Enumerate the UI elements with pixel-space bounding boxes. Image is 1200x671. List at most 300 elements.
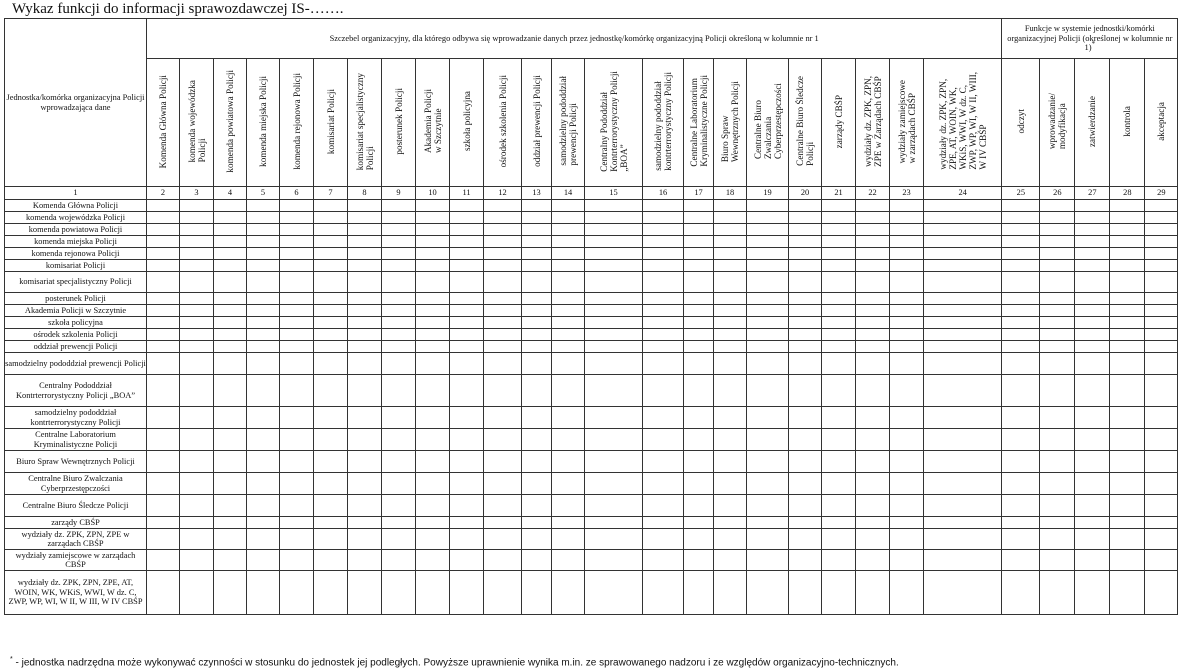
table-cell[interactable] xyxy=(643,529,684,550)
table-cell[interactable] xyxy=(1145,529,1178,550)
table-cell[interactable] xyxy=(890,212,924,224)
table-cell[interactable] xyxy=(789,329,822,341)
table-cell[interactable] xyxy=(180,248,214,260)
table-cell[interactable] xyxy=(1002,212,1040,224)
table-cell[interactable] xyxy=(714,272,747,293)
table-cell[interactable] xyxy=(180,517,214,529)
table-cell[interactable] xyxy=(890,248,924,260)
table-cell[interactable] xyxy=(890,407,924,429)
table-cell[interactable] xyxy=(890,495,924,517)
table-cell[interactable] xyxy=(147,571,180,615)
table-cell[interactable] xyxy=(522,329,552,341)
table-cell[interactable] xyxy=(382,272,416,293)
table-cell[interactable] xyxy=(147,353,180,375)
table-cell[interactable] xyxy=(1002,224,1040,236)
table-cell[interactable] xyxy=(585,317,643,329)
table-cell[interactable] xyxy=(684,429,714,451)
table-cell[interactable] xyxy=(348,550,382,571)
table-cell[interactable] xyxy=(484,260,522,272)
table-cell[interactable] xyxy=(552,451,585,473)
table-cell[interactable] xyxy=(822,212,856,224)
table-cell[interactable] xyxy=(552,260,585,272)
table-cell[interactable] xyxy=(348,236,382,248)
table-cell[interactable] xyxy=(714,224,747,236)
table-cell[interactable] xyxy=(180,293,214,305)
table-cell[interactable] xyxy=(522,571,552,615)
table-cell[interactable] xyxy=(747,375,789,407)
table-cell[interactable] xyxy=(214,200,247,212)
table-cell[interactable] xyxy=(348,341,382,353)
table-cell[interactable] xyxy=(522,341,552,353)
table-cell[interactable] xyxy=(382,224,416,236)
table-cell[interactable] xyxy=(348,224,382,236)
table-cell[interactable] xyxy=(1110,200,1145,212)
table-cell[interactable] xyxy=(789,293,822,305)
table-cell[interactable] xyxy=(585,375,643,407)
table-cell[interactable] xyxy=(147,224,180,236)
table-cell[interactable] xyxy=(684,571,714,615)
table-cell[interactable] xyxy=(924,329,1002,341)
table-cell[interactable] xyxy=(1075,272,1110,293)
table-cell[interactable] xyxy=(1002,517,1040,529)
table-cell[interactable] xyxy=(280,353,314,375)
table-cell[interactable] xyxy=(714,571,747,615)
table-cell[interactable] xyxy=(1145,260,1178,272)
table-cell[interactable] xyxy=(348,317,382,329)
table-cell[interactable] xyxy=(552,224,585,236)
table-cell[interactable] xyxy=(747,529,789,550)
table-cell[interactable] xyxy=(1075,224,1110,236)
table-cell[interactable] xyxy=(552,550,585,571)
table-cell[interactable] xyxy=(382,495,416,517)
table-cell[interactable] xyxy=(552,200,585,212)
table-cell[interactable] xyxy=(747,495,789,517)
table-cell[interactable] xyxy=(1145,212,1178,224)
table-cell[interactable] xyxy=(714,375,747,407)
table-cell[interactable] xyxy=(643,341,684,353)
table-cell[interactable] xyxy=(714,329,747,341)
table-cell[interactable] xyxy=(822,550,856,571)
table-cell[interactable] xyxy=(147,200,180,212)
table-cell[interactable] xyxy=(890,272,924,293)
table-cell[interactable] xyxy=(180,451,214,473)
table-cell[interactable] xyxy=(484,200,522,212)
table-cell[interactable] xyxy=(484,353,522,375)
table-cell[interactable] xyxy=(1040,571,1075,615)
table-cell[interactable] xyxy=(450,317,484,329)
table-cell[interactable] xyxy=(822,305,856,317)
table-cell[interactable] xyxy=(789,212,822,224)
table-cell[interactable] xyxy=(382,293,416,305)
table-cell[interactable] xyxy=(924,473,1002,495)
table-cell[interactable] xyxy=(1110,305,1145,317)
table-cell[interactable] xyxy=(484,495,522,517)
table-cell[interactable] xyxy=(552,529,585,550)
table-cell[interactable] xyxy=(416,451,450,473)
table-cell[interactable] xyxy=(214,317,247,329)
table-cell[interactable] xyxy=(314,473,348,495)
table-cell[interactable] xyxy=(585,571,643,615)
table-cell[interactable] xyxy=(348,260,382,272)
table-cell[interactable] xyxy=(856,260,890,272)
table-cell[interactable] xyxy=(214,293,247,305)
table-cell[interactable] xyxy=(247,293,280,305)
table-cell[interactable] xyxy=(180,317,214,329)
table-cell[interactable] xyxy=(382,451,416,473)
table-cell[interactable] xyxy=(1110,329,1145,341)
table-cell[interactable] xyxy=(1002,529,1040,550)
table-cell[interactable] xyxy=(450,329,484,341)
table-cell[interactable] xyxy=(382,236,416,248)
table-cell[interactable] xyxy=(348,353,382,375)
table-cell[interactable] xyxy=(247,407,280,429)
table-cell[interactable] xyxy=(416,341,450,353)
table-cell[interactable] xyxy=(280,550,314,571)
table-cell[interactable] xyxy=(382,329,416,341)
table-cell[interactable] xyxy=(1002,353,1040,375)
table-cell[interactable] xyxy=(522,305,552,317)
table-cell[interactable] xyxy=(856,529,890,550)
table-cell[interactable] xyxy=(890,317,924,329)
table-cell[interactable] xyxy=(382,429,416,451)
table-cell[interactable] xyxy=(280,329,314,341)
table-cell[interactable] xyxy=(1110,407,1145,429)
table-cell[interactable] xyxy=(214,353,247,375)
table-cell[interactable] xyxy=(1040,529,1075,550)
table-cell[interactable] xyxy=(522,248,552,260)
table-cell[interactable] xyxy=(822,529,856,550)
table-cell[interactable] xyxy=(552,341,585,353)
table-cell[interactable] xyxy=(585,517,643,529)
table-cell[interactable] xyxy=(643,305,684,317)
table-cell[interactable] xyxy=(314,224,348,236)
table-cell[interactable] xyxy=(382,517,416,529)
table-cell[interactable] xyxy=(552,407,585,429)
table-cell[interactable] xyxy=(1145,236,1178,248)
table-cell[interactable] xyxy=(714,317,747,329)
table-cell[interactable] xyxy=(684,329,714,341)
table-cell[interactable] xyxy=(1110,375,1145,407)
table-cell[interactable] xyxy=(822,407,856,429)
table-cell[interactable] xyxy=(789,248,822,260)
table-cell[interactable] xyxy=(280,248,314,260)
table-cell[interactable] xyxy=(924,550,1002,571)
table-cell[interactable] xyxy=(552,293,585,305)
table-cell[interactable] xyxy=(1110,212,1145,224)
table-cell[interactable] xyxy=(1002,341,1040,353)
table-cell[interactable] xyxy=(314,341,348,353)
table-cell[interactable] xyxy=(856,293,890,305)
table-cell[interactable] xyxy=(280,272,314,293)
table-cell[interactable] xyxy=(280,429,314,451)
table-cell[interactable] xyxy=(484,272,522,293)
table-cell[interactable] xyxy=(180,571,214,615)
table-cell[interactable] xyxy=(856,407,890,429)
table-cell[interactable] xyxy=(180,200,214,212)
table-cell[interactable] xyxy=(1145,517,1178,529)
table-cell[interactable] xyxy=(1110,317,1145,329)
table-cell[interactable] xyxy=(214,451,247,473)
table-cell[interactable] xyxy=(856,305,890,317)
table-cell[interactable] xyxy=(416,248,450,260)
table-cell[interactable] xyxy=(890,529,924,550)
table-cell[interactable] xyxy=(180,529,214,550)
table-cell[interactable] xyxy=(214,495,247,517)
table-cell[interactable] xyxy=(314,248,348,260)
table-cell[interactable] xyxy=(280,451,314,473)
table-cell[interactable] xyxy=(280,341,314,353)
table-cell[interactable] xyxy=(180,341,214,353)
table-cell[interactable] xyxy=(382,353,416,375)
table-cell[interactable] xyxy=(180,236,214,248)
table-cell[interactable] xyxy=(822,248,856,260)
table-cell[interactable] xyxy=(522,224,552,236)
table-cell[interactable] xyxy=(1110,550,1145,571)
table-cell[interactable] xyxy=(1002,473,1040,495)
table-cell[interactable] xyxy=(1145,353,1178,375)
table-cell[interactable] xyxy=(1002,293,1040,305)
table-cell[interactable] xyxy=(822,200,856,212)
table-cell[interactable] xyxy=(522,451,552,473)
table-cell[interactable] xyxy=(747,260,789,272)
table-cell[interactable] xyxy=(522,375,552,407)
table-cell[interactable] xyxy=(890,236,924,248)
table-cell[interactable] xyxy=(552,305,585,317)
table-cell[interactable] xyxy=(747,407,789,429)
table-cell[interactable] xyxy=(247,200,280,212)
table-cell[interactable] xyxy=(147,451,180,473)
table-cell[interactable] xyxy=(684,495,714,517)
table-cell[interactable] xyxy=(1002,429,1040,451)
table-cell[interactable] xyxy=(924,224,1002,236)
table-cell[interactable] xyxy=(348,329,382,341)
table-cell[interactable] xyxy=(382,260,416,272)
table-cell[interactable] xyxy=(789,272,822,293)
table-cell[interactable] xyxy=(1145,473,1178,495)
table-cell[interactable] xyxy=(714,200,747,212)
table-cell[interactable] xyxy=(684,407,714,429)
table-cell[interactable] xyxy=(924,305,1002,317)
table-cell[interactable] xyxy=(585,224,643,236)
table-cell[interactable] xyxy=(890,200,924,212)
table-cell[interactable] xyxy=(348,517,382,529)
table-cell[interactable] xyxy=(214,571,247,615)
table-cell[interactable] xyxy=(214,305,247,317)
table-cell[interactable] xyxy=(552,212,585,224)
table-cell[interactable] xyxy=(1110,272,1145,293)
table-cell[interactable] xyxy=(890,550,924,571)
table-cell[interactable] xyxy=(684,451,714,473)
table-cell[interactable] xyxy=(450,571,484,615)
table-cell[interactable] xyxy=(214,550,247,571)
table-cell[interactable] xyxy=(147,293,180,305)
table-cell[interactable] xyxy=(585,529,643,550)
table-cell[interactable] xyxy=(382,550,416,571)
table-cell[interactable] xyxy=(348,212,382,224)
table-cell[interactable] xyxy=(247,451,280,473)
table-cell[interactable] xyxy=(789,473,822,495)
table-cell[interactable] xyxy=(1075,317,1110,329)
table-cell[interactable] xyxy=(643,272,684,293)
table-cell[interactable] xyxy=(585,293,643,305)
table-cell[interactable] xyxy=(450,353,484,375)
table-cell[interactable] xyxy=(822,429,856,451)
table-cell[interactable] xyxy=(924,248,1002,260)
table-cell[interactable] xyxy=(822,495,856,517)
table-cell[interactable] xyxy=(416,550,450,571)
table-cell[interactable] xyxy=(1002,248,1040,260)
table-cell[interactable] xyxy=(890,305,924,317)
table-cell[interactable] xyxy=(924,517,1002,529)
table-cell[interactable] xyxy=(585,473,643,495)
table-cell[interactable] xyxy=(714,236,747,248)
table-cell[interactable] xyxy=(1110,293,1145,305)
table-cell[interactable] xyxy=(684,272,714,293)
table-cell[interactable] xyxy=(924,375,1002,407)
table-cell[interactable] xyxy=(348,248,382,260)
table-cell[interactable] xyxy=(280,293,314,305)
table-cell[interactable] xyxy=(416,293,450,305)
table-cell[interactable] xyxy=(822,236,856,248)
table-cell[interactable] xyxy=(416,407,450,429)
table-cell[interactable] xyxy=(416,272,450,293)
table-cell[interactable] xyxy=(247,375,280,407)
table-cell[interactable] xyxy=(1145,272,1178,293)
table-cell[interactable] xyxy=(789,236,822,248)
table-cell[interactable] xyxy=(450,212,484,224)
table-cell[interactable] xyxy=(1040,341,1075,353)
table-cell[interactable] xyxy=(747,517,789,529)
table-cell[interactable] xyxy=(450,341,484,353)
table-cell[interactable] xyxy=(314,571,348,615)
table-cell[interactable] xyxy=(684,224,714,236)
table-cell[interactable] xyxy=(280,495,314,517)
table-cell[interactable] xyxy=(1075,248,1110,260)
table-cell[interactable] xyxy=(585,407,643,429)
table-cell[interactable] xyxy=(147,429,180,451)
table-cell[interactable] xyxy=(1145,429,1178,451)
table-cell[interactable] xyxy=(789,341,822,353)
table-cell[interactable] xyxy=(416,305,450,317)
table-cell[interactable] xyxy=(1002,495,1040,517)
table-cell[interactable] xyxy=(856,341,890,353)
table-cell[interactable] xyxy=(147,248,180,260)
table-cell[interactable] xyxy=(747,236,789,248)
table-cell[interactable] xyxy=(214,517,247,529)
table-cell[interactable] xyxy=(822,329,856,341)
table-cell[interactable] xyxy=(1145,571,1178,615)
table-cell[interactable] xyxy=(382,248,416,260)
table-cell[interactable] xyxy=(214,236,247,248)
table-cell[interactable] xyxy=(552,236,585,248)
table-cell[interactable] xyxy=(1075,473,1110,495)
table-cell[interactable] xyxy=(147,375,180,407)
table-cell[interactable] xyxy=(522,429,552,451)
table-cell[interactable] xyxy=(382,305,416,317)
table-cell[interactable] xyxy=(1040,224,1075,236)
table-cell[interactable] xyxy=(247,529,280,550)
table-cell[interactable] xyxy=(1145,305,1178,317)
table-cell[interactable] xyxy=(348,293,382,305)
table-cell[interactable] xyxy=(147,495,180,517)
table-cell[interactable] xyxy=(314,293,348,305)
table-cell[interactable] xyxy=(822,272,856,293)
table-cell[interactable] xyxy=(714,407,747,429)
table-cell[interactable] xyxy=(382,341,416,353)
table-cell[interactable] xyxy=(1110,353,1145,375)
table-cell[interactable] xyxy=(1110,495,1145,517)
table-cell[interactable] xyxy=(314,550,348,571)
table-cell[interactable] xyxy=(314,329,348,341)
table-cell[interactable] xyxy=(747,571,789,615)
table-cell[interactable] xyxy=(214,212,247,224)
table-cell[interactable] xyxy=(552,571,585,615)
table-cell[interactable] xyxy=(484,407,522,429)
table-cell[interactable] xyxy=(924,495,1002,517)
table-cell[interactable] xyxy=(147,517,180,529)
table-cell[interactable] xyxy=(484,236,522,248)
table-cell[interactable] xyxy=(643,550,684,571)
table-cell[interactable] xyxy=(214,375,247,407)
table-cell[interactable] xyxy=(890,293,924,305)
table-cell[interactable] xyxy=(1075,429,1110,451)
table-cell[interactable] xyxy=(789,571,822,615)
table-cell[interactable] xyxy=(214,407,247,429)
table-cell[interactable] xyxy=(822,317,856,329)
table-cell[interactable] xyxy=(747,248,789,260)
table-cell[interactable] xyxy=(890,517,924,529)
table-cell[interactable] xyxy=(180,329,214,341)
table-cell[interactable] xyxy=(314,495,348,517)
table-cell[interactable] xyxy=(684,550,714,571)
table-cell[interactable] xyxy=(1110,248,1145,260)
table-cell[interactable] xyxy=(856,329,890,341)
table-cell[interactable] xyxy=(643,329,684,341)
table-cell[interactable] xyxy=(180,272,214,293)
table-cell[interactable] xyxy=(280,236,314,248)
table-cell[interactable] xyxy=(822,260,856,272)
table-cell[interactable] xyxy=(280,517,314,529)
table-cell[interactable] xyxy=(147,305,180,317)
table-cell[interactable] xyxy=(822,293,856,305)
table-cell[interactable] xyxy=(280,212,314,224)
table-cell[interactable] xyxy=(484,451,522,473)
table-cell[interactable] xyxy=(822,571,856,615)
table-cell[interactable] xyxy=(643,517,684,529)
table-cell[interactable] xyxy=(247,317,280,329)
table-cell[interactable] xyxy=(643,248,684,260)
table-cell[interactable] xyxy=(147,529,180,550)
table-cell[interactable] xyxy=(1075,517,1110,529)
table-cell[interactable] xyxy=(247,212,280,224)
table-cell[interactable] xyxy=(214,529,247,550)
table-cell[interactable] xyxy=(856,317,890,329)
table-cell[interactable] xyxy=(1075,571,1110,615)
table-cell[interactable] xyxy=(856,353,890,375)
table-cell[interactable] xyxy=(450,260,484,272)
table-cell[interactable] xyxy=(348,473,382,495)
table-cell[interactable] xyxy=(1040,473,1075,495)
table-cell[interactable] xyxy=(1075,293,1110,305)
table-cell[interactable] xyxy=(643,224,684,236)
table-cell[interactable] xyxy=(684,200,714,212)
table-cell[interactable] xyxy=(822,517,856,529)
table-cell[interactable] xyxy=(147,550,180,571)
table-cell[interactable] xyxy=(856,272,890,293)
table-cell[interactable] xyxy=(1145,248,1178,260)
table-cell[interactable] xyxy=(1075,236,1110,248)
table-cell[interactable] xyxy=(684,260,714,272)
